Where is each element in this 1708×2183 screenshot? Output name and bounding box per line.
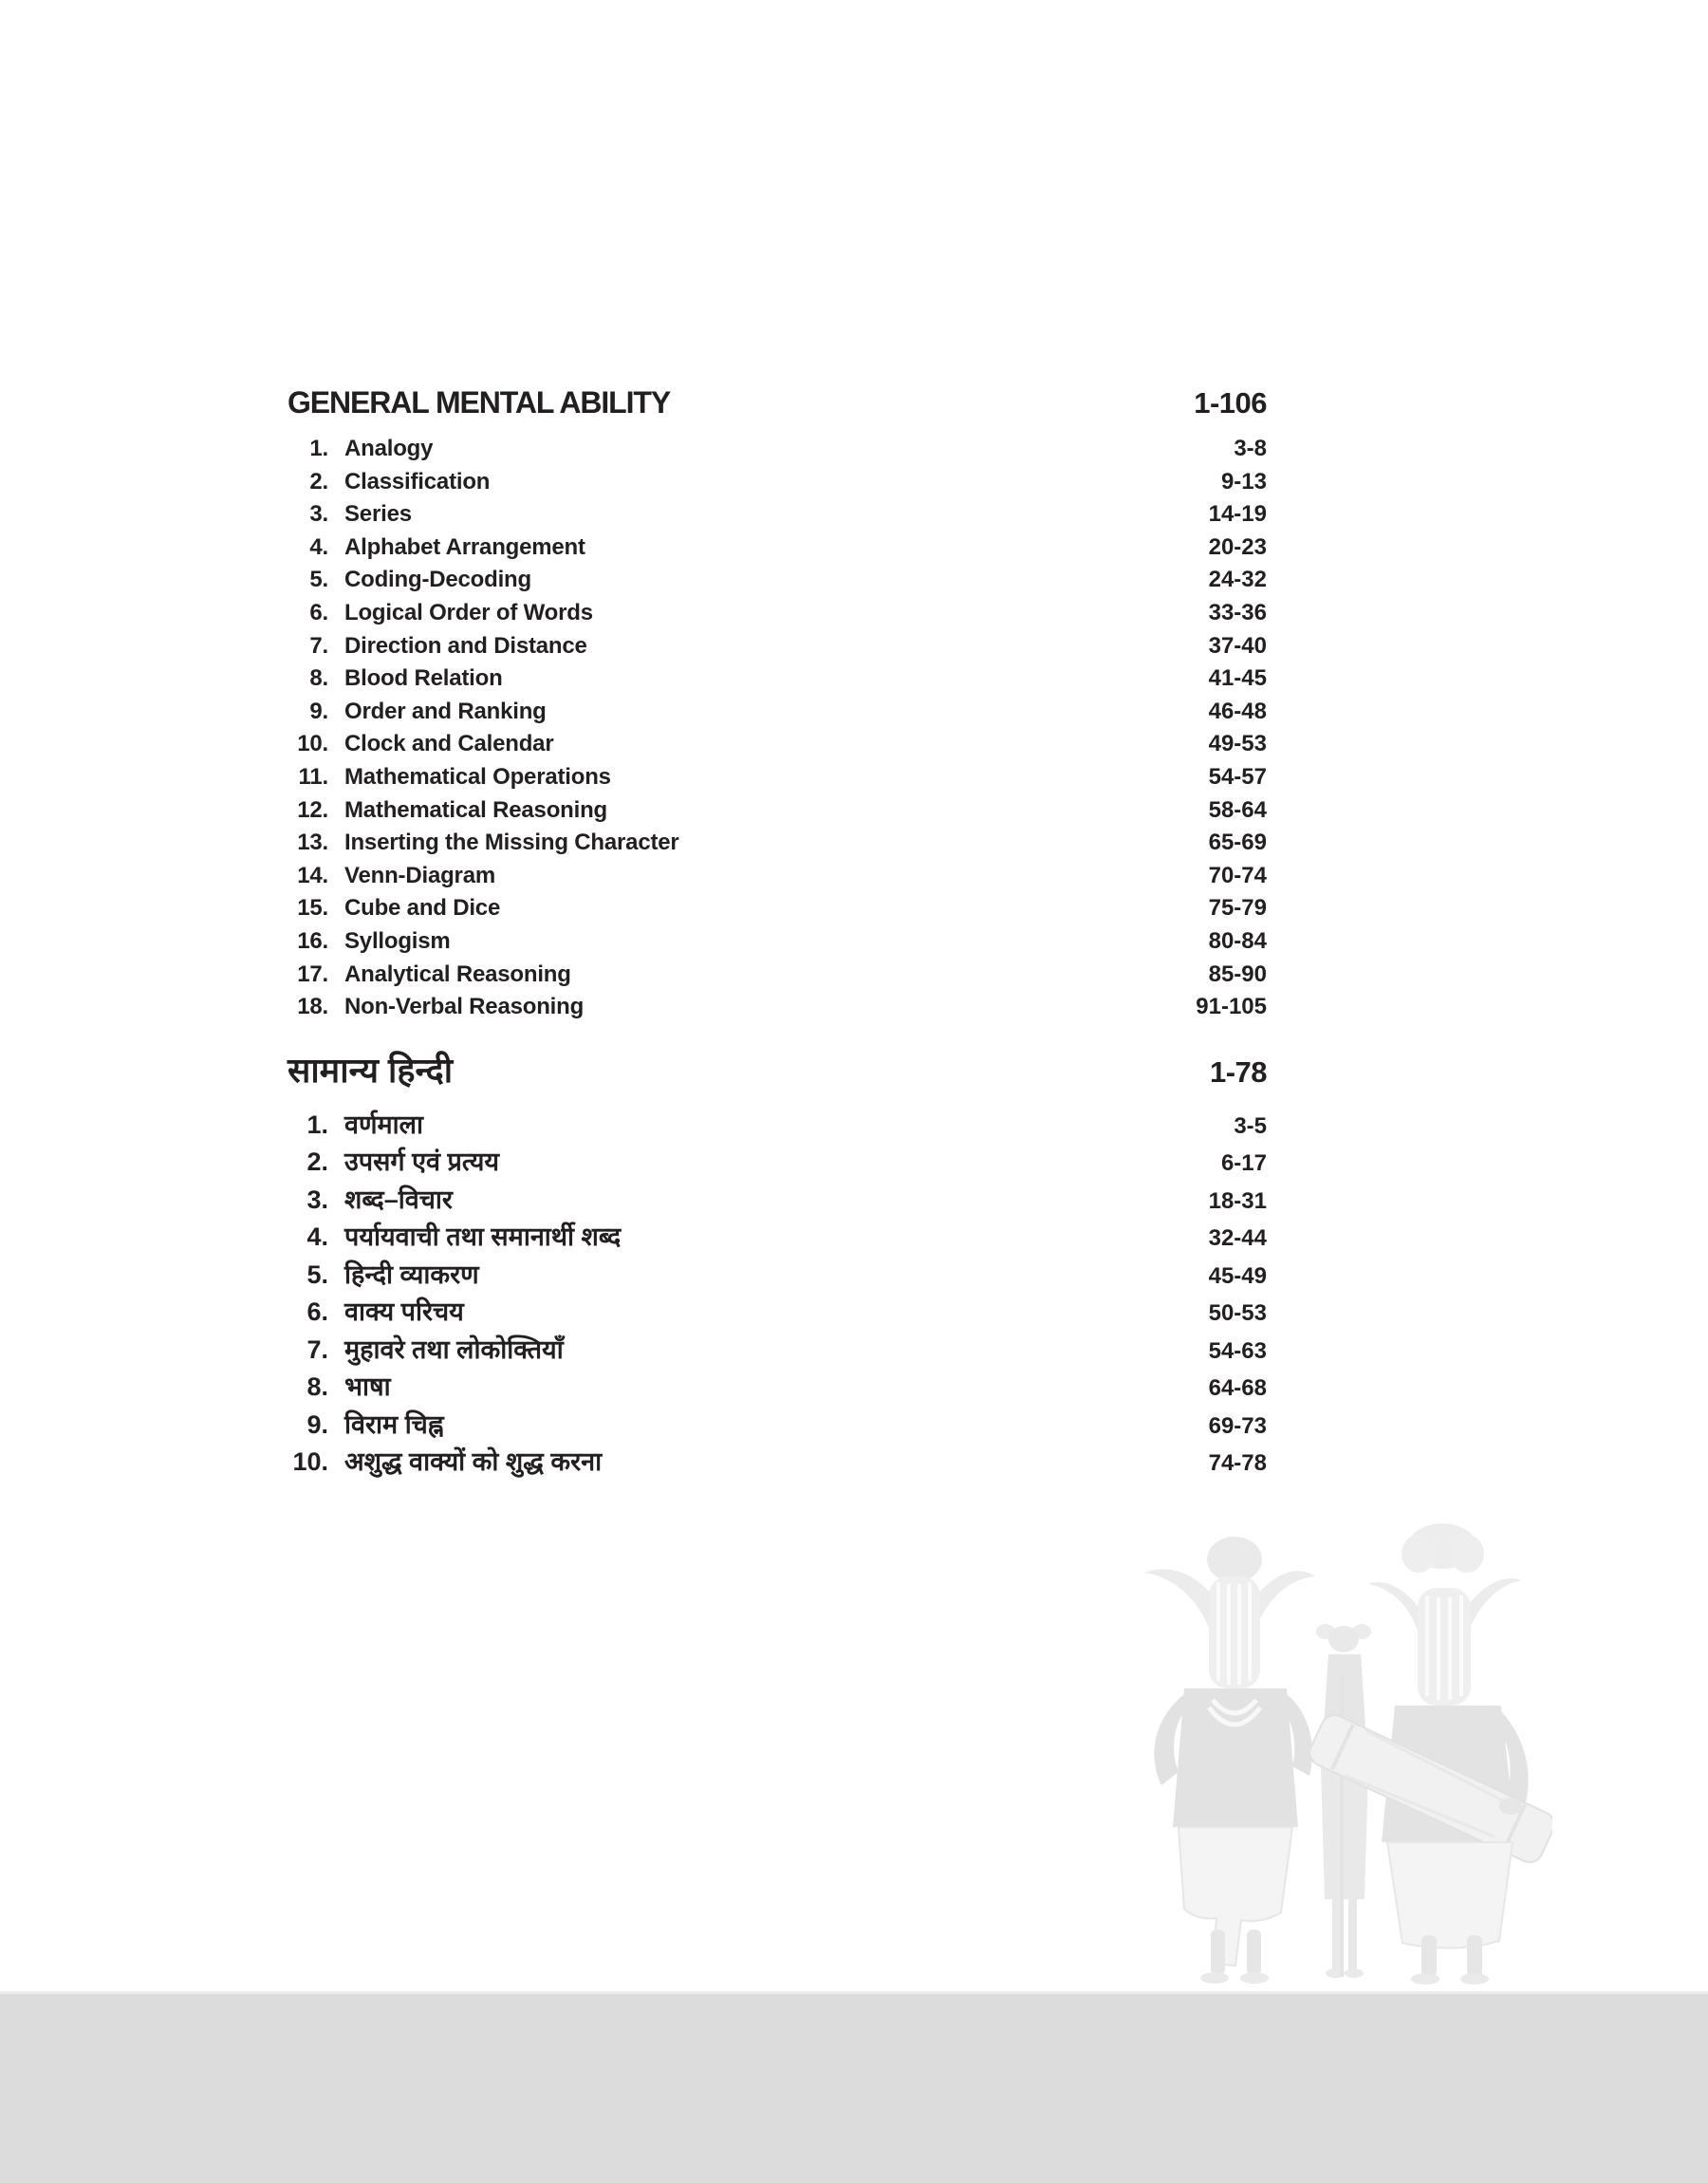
toc-entry — [288, 797, 1267, 830]
entry-page-range: 6-17 — [1220, 1150, 1267, 1177]
entry-title: Mathematical Reasoning — [344, 796, 608, 823]
entry-number: 9. — [306, 1409, 328, 1439]
table-of-contents — [288, 382, 1267, 1481]
toc-entry — [288, 633, 1267, 666]
entry-title: Mathematical Operations — [344, 763, 611, 790]
entry-page-range: 69-73 — [1208, 1412, 1267, 1439]
chapter-list-hindi — [288, 1106, 1267, 1481]
entry-number: 4. — [309, 533, 328, 560]
entry-page-range: 33-36 — [1208, 599, 1267, 625]
entry-title: Analogy — [344, 436, 434, 461]
toc-entry — [288, 1218, 1267, 1256]
toc-entry — [288, 1443, 1267, 1481]
entry-page-range: 37-40 — [1208, 632, 1267, 659]
entry-page-range: 3-8 — [1234, 436, 1267, 461]
entry-title: हिन्दी व्याकरण — [344, 1259, 479, 1289]
toc-entry — [288, 1181, 1267, 1219]
entry-title: Classification — [344, 468, 491, 494]
toc-entry — [288, 600, 1267, 633]
toc-entry — [288, 961, 1267, 995]
toc-entry — [288, 863, 1267, 896]
toc-entry — [288, 501, 1267, 534]
section-title: GENERAL MENTAL ABILITY — [288, 385, 671, 420]
entry-title: Coding-Decoding — [344, 567, 531, 593]
entry-page-range: 85-90 — [1208, 961, 1267, 987]
toc-entry — [288, 1293, 1267, 1331]
entry-number: 10. — [292, 1447, 328, 1477]
entry-title: Non-Verbal Reasoning — [344, 994, 585, 1020]
section-header — [288, 1048, 1267, 1093]
entry-number: 16. — [297, 927, 328, 954]
entry-number: 13. — [297, 830, 328, 856]
center-dancer — [1316, 1624, 1371, 1978]
entry-number: 17. — [297, 961, 328, 987]
entry-page-range: 91-105 — [1196, 994, 1267, 1020]
toc-entry — [288, 436, 1267, 469]
entry-page-range: 50-53 — [1208, 1300, 1267, 1327]
entry-page-range: 9-13 — [1220, 468, 1267, 494]
footer-bar — [0, 1991, 1708, 2183]
entry-page-range: 32-44 — [1208, 1225, 1267, 1252]
entry-number: 15. — [297, 895, 328, 922]
entry-page-range: 24-32 — [1208, 567, 1267, 593]
entry-title: Blood Relation — [344, 665, 503, 692]
toc-entry — [288, 469, 1267, 502]
entry-number: 7. — [306, 1334, 328, 1364]
entry-number: 9. — [309, 698, 328, 724]
entry-number: 5. — [309, 567, 328, 593]
toc-entry — [288, 534, 1267, 568]
section-title: सामान्य हिन्दी — [288, 1050, 454, 1090]
entry-page-range: 41-45 — [1208, 665, 1267, 692]
entry-number: 10. — [297, 731, 328, 757]
entry-page-range: 54-57 — [1208, 763, 1267, 790]
entry-number: 2. — [309, 468, 328, 494]
entry-page-range: 58-64 — [1208, 796, 1267, 823]
entry-number: 18. — [297, 994, 328, 1020]
section-samanya-hindi — [288, 1048, 1267, 1481]
entry-title: पर्यायवाची तथा समानार्थी शब्द — [344, 1222, 622, 1252]
toc-entry — [288, 567, 1267, 600]
entry-number: 8. — [306, 1372, 328, 1402]
entry-page-range: 45-49 — [1208, 1262, 1267, 1289]
entry-number: 11. — [298, 763, 328, 790]
toc-entry — [288, 699, 1267, 732]
entry-page-range: 70-74 — [1208, 862, 1267, 888]
chapter-list-gma — [288, 436, 1267, 1027]
entry-number: 3. — [306, 1185, 328, 1214]
entry-number: 12. — [297, 796, 328, 823]
entry-title: Logical Order of Words — [344, 599, 593, 625]
entry-title: मुहावरे तथा लोकोक्तियाँ — [344, 1334, 564, 1364]
entry-title: शब्द–विचार — [344, 1185, 453, 1214]
entry-title: Clock and Calendar — [344, 731, 554, 757]
entry-title: विराम चिह्न — [344, 1409, 444, 1439]
entry-page-range: 18-31 — [1208, 1187, 1267, 1214]
section-header — [288, 382, 1267, 423]
toc-entry — [288, 1256, 1267, 1294]
entry-number: 1. — [309, 436, 328, 461]
entry-page-range: 65-69 — [1208, 830, 1267, 856]
toc-entry — [288, 665, 1267, 699]
entry-title: Order and Ranking — [344, 698, 547, 724]
entry-number: 1. — [306, 1110, 328, 1139]
entry-title: Series — [344, 501, 412, 528]
entry-title: Alphabet Arrangement — [344, 533, 585, 560]
tribal-dancers-watermark — [1129, 1521, 1552, 1987]
entry-page-range: 75-79 — [1208, 895, 1267, 922]
section-page-range: 1-78 — [1209, 1054, 1267, 1089]
section-page-range: 1-106 — [1194, 386, 1267, 420]
entry-number: 3. — [309, 501, 328, 528]
entry-title: उपसर्ग एवं प्रत्यय — [344, 1147, 500, 1177]
toc-entry — [288, 1106, 1267, 1144]
entry-number: 8. — [309, 665, 328, 692]
entry-page-range: 74-78 — [1208, 1450, 1267, 1477]
entry-number: 6. — [309, 599, 328, 625]
entry-title: भाषा — [344, 1372, 391, 1402]
entry-title: वर्णमाला — [344, 1110, 423, 1139]
toc-entry — [288, 1368, 1267, 1406]
toc-entry — [288, 994, 1267, 1027]
toc-entry — [288, 1143, 1267, 1181]
entry-title: अशुद्ध वाक्यों को शुद्ध करना — [344, 1447, 603, 1477]
toc-entry — [288, 895, 1267, 928]
left-dancer — [1144, 1537, 1315, 1984]
entry-page-range: 54-63 — [1208, 1337, 1267, 1364]
entry-page-range: 14-19 — [1208, 501, 1267, 528]
entry-number: 5. — [306, 1259, 328, 1289]
entry-page-range: 49-53 — [1208, 731, 1267, 757]
toc-entry — [288, 731, 1267, 764]
toc-entry — [288, 928, 1267, 961]
entry-page-range: 64-68 — [1208, 1375, 1267, 1402]
entry-title: Inserting the Missing Character — [344, 830, 679, 856]
entry-number: 2. — [306, 1147, 328, 1177]
entry-page-range: 46-48 — [1208, 698, 1267, 724]
toc-entry — [288, 1406, 1267, 1444]
section-general-mental-ability — [288, 382, 1267, 1027]
toc-entry — [288, 764, 1267, 797]
entry-title: Venn-Diagram — [344, 862, 495, 888]
entry-page-range: 20-23 — [1208, 533, 1267, 560]
entry-page-range: 80-84 — [1208, 927, 1267, 954]
entry-number: 6. — [306, 1297, 328, 1327]
entry-title: Syllogism — [344, 927, 451, 954]
toc-entry — [288, 1331, 1267, 1369]
entry-number: 4. — [306, 1222, 328, 1252]
entry-title: Analytical Reasoning — [344, 961, 571, 987]
toc-entry — [288, 830, 1267, 863]
entry-number: 14. — [297, 862, 328, 888]
entry-page-range: 3-5 — [1234, 1112, 1267, 1139]
entry-title: Direction and Distance — [344, 632, 587, 659]
entry-number: 7. — [309, 632, 328, 659]
entry-title: Cube and Dice — [344, 895, 501, 922]
entry-title: वाक्य परिचय — [344, 1297, 464, 1327]
